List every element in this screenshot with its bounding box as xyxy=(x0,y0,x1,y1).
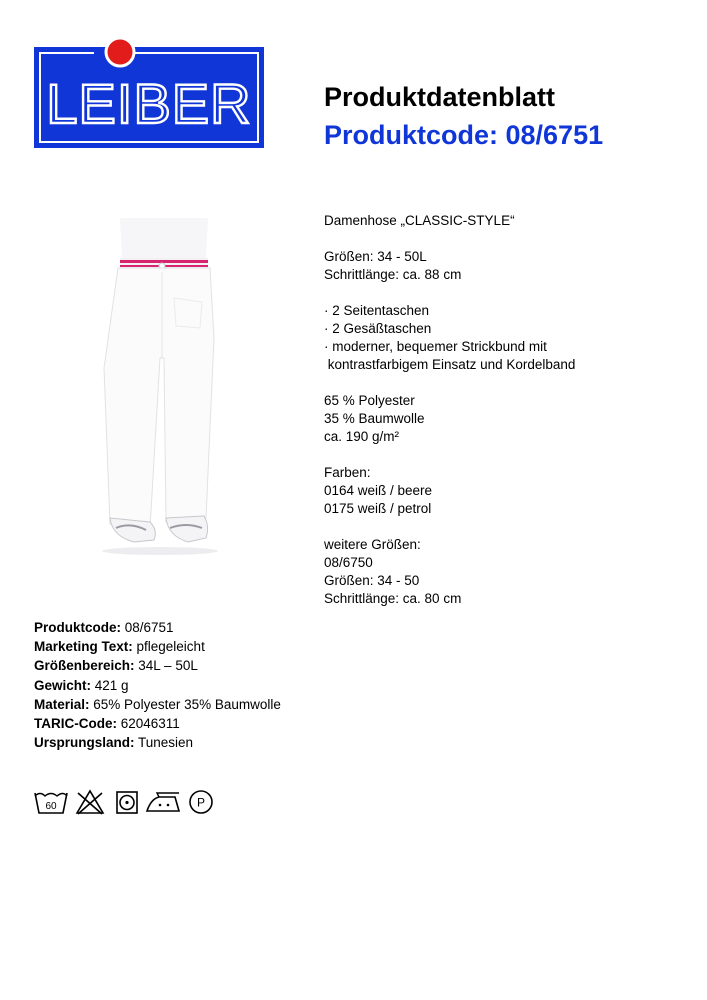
description-line: 08/6750 xyxy=(324,555,373,570)
spec-label: Material: xyxy=(34,696,90,712)
description-line: 0164 weiß / beere xyxy=(324,483,433,498)
spec-value: 08/6751 xyxy=(121,620,174,635)
logo-text: LEIBER xyxy=(46,72,252,135)
description-spacer xyxy=(324,374,575,392)
description-line: 0175 weiß / petrol xyxy=(324,501,432,516)
svg-text:P: P xyxy=(196,795,206,810)
spec-row xyxy=(34,618,281,637)
spec-label: Marketing Text: xyxy=(34,639,133,655)
description-line: 35 % Baumwolle xyxy=(324,411,425,426)
spec-value: pflegeleicht xyxy=(132,639,205,655)
description-line: weitere Größen: xyxy=(324,537,421,552)
spec-row xyxy=(34,676,281,695)
tumble-dry-icon xyxy=(117,792,137,813)
description-line: kontrastfarbigem Einsatz und Kordelband xyxy=(324,357,576,372)
spec-row xyxy=(34,714,281,733)
spec-label: TARIC-Code: xyxy=(34,716,117,732)
svg-text:60: 60 xyxy=(45,801,57,812)
spec-row xyxy=(34,656,281,675)
care-symbols xyxy=(33,787,219,817)
spec-value: Tunesien xyxy=(134,735,194,751)
description-line: · moderner, bequemer Strickbund mit xyxy=(324,339,547,354)
description-line: Größen: 34 - 50L xyxy=(324,249,427,264)
spec-value: 421 g xyxy=(91,677,129,693)
spec-row xyxy=(34,733,281,752)
leiber-logo xyxy=(34,37,264,148)
product-specs xyxy=(34,618,281,752)
product-image xyxy=(90,218,220,563)
spec-value: 65% Polyester 35% Baumwolle xyxy=(89,696,281,712)
dry-clean-p-icon xyxy=(190,791,212,813)
description-spacer xyxy=(324,284,575,302)
description-line: 65 % Polyester xyxy=(324,393,415,408)
spec-label: Größenbereich: xyxy=(34,658,135,674)
description-line: Schrittlänge: ca. 88 cm xyxy=(324,267,462,282)
product-code-title: Produktcode: 08/6751 xyxy=(324,120,604,150)
description-line: Schrittlänge: ca. 80 cm xyxy=(324,591,462,606)
iron-icon xyxy=(147,793,179,811)
wash-60-icon xyxy=(35,793,67,813)
description-spacer xyxy=(324,230,575,248)
spec-label: Produktcode: xyxy=(34,620,122,635)
description-spacer xyxy=(324,518,575,536)
logo-red-dot xyxy=(106,38,134,66)
description-line: · 2 Gesäßtaschen xyxy=(324,321,432,336)
no-bleach-icon xyxy=(77,791,103,814)
description-line: ca. 190 g/m² xyxy=(324,429,400,444)
description-line: Größen: 34 - 50 xyxy=(324,573,420,588)
description-spacer xyxy=(324,446,575,464)
description-line: Damenhose „CLASSIC-STYLE“ xyxy=(324,213,515,228)
spec-label: Gewicht: xyxy=(34,677,92,693)
spec-row xyxy=(34,637,281,656)
product-description xyxy=(324,212,575,608)
spec-row xyxy=(34,695,281,714)
page-title: Produktdatenblatt xyxy=(324,82,556,112)
spec-label: Ursprungsland: xyxy=(34,735,135,751)
description-line: · 2 Seitentaschen xyxy=(324,303,430,318)
description-line: Farben: xyxy=(324,465,371,480)
spec-value: 62046311 xyxy=(116,716,180,732)
spec-value: 34L – 50L xyxy=(134,658,198,674)
